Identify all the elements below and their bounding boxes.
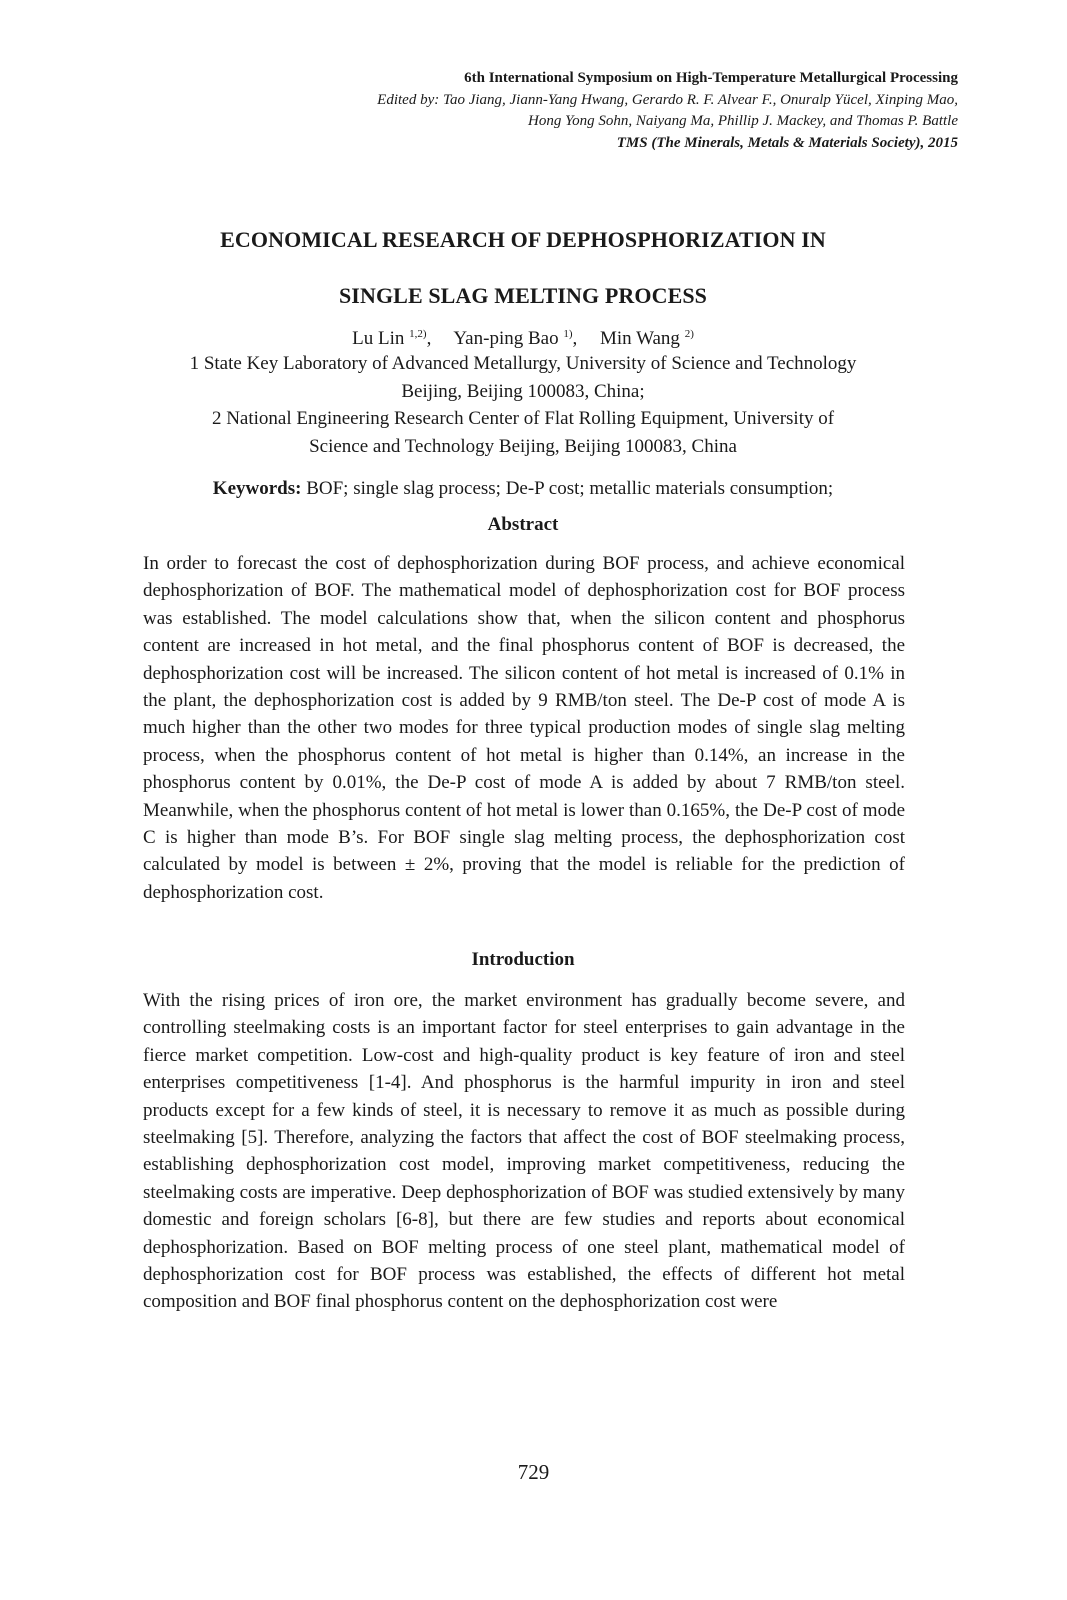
introduction-heading: Introduction [471, 949, 575, 970]
affiliation-1-line-1: 1 State Key Laboratory of Advanced Metallurgy, University of Science and Technology [189, 353, 857, 374]
editors-line-2: Hong Yong Sohn, Naiyang Ma, Phillip J. Mackey, and Thomas P. Battle [528, 113, 958, 129]
abstract-body: In order to forecast the cost of dephosphorization during BOF process, and achieve economical dephosphorization of BOF. The mathematical model of dephosphorization cost for BOF process was established. The model calculations show that, when the silicon content and phosphorus content are increased in hot metal, and the final phosphorus content of BOF is decreased, the dephosphorization cost will be increased. The silicon content of hot metal is increased of 0.1% in the plant, the dephosphorization cost is added by 9 RMB/ton steel. The De-P cost of mode A is much higher than the other two modes for three typical production modes of single slag melting process, when the phosphorus content of hot metal is higher than 0.14%, an increase in the phosphorus content by 0.01%, the De-P cost of mode A is added by about 7 RMB/ton steel. Meanwhile, when the phosphorus content of hot metal is lower than 0.165%, the De-P cost of mode C is higher than mode B’s. For BOF single slag melting process, the dephosphorization cost calculated by model is between ± 2%, proving that the model is reliable for the prediction of dephosphorization cost. [143, 553, 905, 903]
author-separator: , [572, 328, 578, 349]
affiliation-1-line-2: Beijing, Beijing 100083, China; [401, 381, 645, 402]
page-number: 729 [517, 1460, 550, 1484]
author-list [143, 320, 903, 353]
keywords-line [143, 475, 903, 503]
author-name: Lu Lin [352, 328, 405, 349]
symposium-name: 6th International Symposium on High-Temperature Metallurgical Processing [464, 70, 958, 86]
affiliation-2-line-2: Science and Technology Beijing, Beijing 100083, China [309, 436, 737, 457]
author-affiliation-mark: 1) [563, 328, 573, 340]
keywords-text: BOF; single slag process; De-P cost; metallic materials consumption; [301, 478, 834, 499]
affiliation-2-line-1: 2 National Engineering Research Center of Flat Rolling Equipment, University of [211, 408, 835, 429]
introduction-body: With the rising prices of iron ore, the market environment has gradually become severe, and controlling steelmaking costs is an important factor for steel enterprises to gain advantage in the fierce market competition. Low-cost and high-quality product is key feature of iron and steel enterprises competitiveness [1-4]. And phosphorus is the harmful impurity in iron and steel products except for a few kinds of steel, it is necessary to remove it as much as possible during steelmaking [5]. Therefore, analyzing the factors that affect the cost of BOF steelmaking process, establishing dephosphorization cost model, improving market competitiveness, reducing the steelmaking costs are imperative. Deep dephosphorization of BOF was studied extensively by many domestic and foreign scholars [6-8], but there are few studies and reports about economical dephosphorization. Based on BOF melting process of one steel plant, mathematical model of dephosphorization cost for BOF process was established, the effects of different hot metal composition and BOF final phosphorus content on the dephosphorization cost were [143, 990, 905, 1313]
keywords-label: Keywords: [212, 478, 302, 499]
paper-title-line-2: SINGLE SLAG MELTING PROCESS [338, 283, 708, 308]
affiliation-1 [143, 350, 903, 406]
author-affiliation-mark: 1,2) [409, 328, 427, 340]
author-separator: , [426, 328, 432, 349]
author-name: Yan-ping Bao [453, 328, 559, 349]
editors-line-1: Edited by: Tao Jiang, Jiann-Yang Hwang, Gerardo R. F. Alvear F., Onuralp Yücel, Xinping Mao, [377, 91, 958, 108]
author-name: Min Wang [600, 328, 680, 349]
paper-title-line-1: ECONOMICAL RESEARCH OF DEPHOSPHORIZATION IN [220, 227, 826, 252]
abstract-heading: Abstract [487, 514, 559, 535]
publisher-line: TMS (The Minerals, Metals & Materials Society), 2015 [616, 134, 958, 151]
proceedings-header [377, 68, 958, 154]
author-affiliation-mark: 2) [684, 328, 694, 340]
affiliation-2 [143, 405, 903, 461]
